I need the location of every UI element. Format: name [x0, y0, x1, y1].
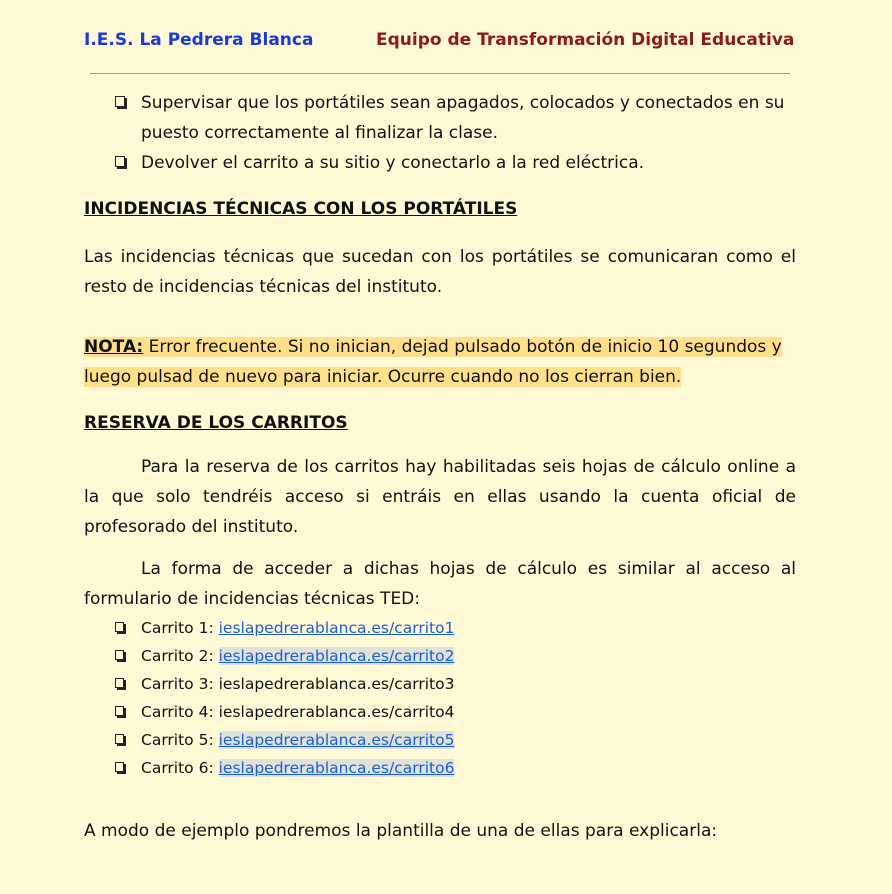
nota-text: Error frecuente. Si no inician, dejad pulsado botón de inicio 10 segundos y luego pulsad de nuevo para iniciar. Ocurre cuando no los cierran bien.	[84, 337, 782, 387]
list-item	[84, 754, 796, 782]
list-item	[84, 726, 796, 754]
carrito-label: Carrito 5:	[141, 731, 219, 749]
ejemplo-paragraph: A modo de ejemplo pondremos la plantilla de una de ellas para explicarla:	[84, 821, 718, 841]
list-item	[84, 642, 796, 670]
carrito-label: Carrito 3:	[141, 675, 219, 693]
carrito-label: Carrito 6:	[141, 759, 219, 777]
carrito-url-text: ieslapedrerablanca.es/carrito4	[218, 703, 455, 721]
list-item-text: Devolver el carrito a su sitio y conectarlo a la red eléctrica.	[141, 153, 645, 173]
list-item	[84, 88, 796, 148]
carritos-list	[84, 614, 796, 782]
carrito-label: Carrito 1:	[141, 619, 219, 637]
carrito-label: Carrito 4:	[141, 703, 219, 721]
reserva-paragraph-2: La forma de acceder a dichas hojas de cálculo es similar al acceso al formulario de incidencias técnicas TED:	[84, 559, 796, 609]
carrito-link[interactable]: ieslapedrerablanca.es/carrito6	[218, 759, 455, 777]
section-title-reserva: RESERVA DE LOS CARRITOS	[84, 413, 348, 433]
nota-paragraph	[84, 332, 796, 392]
checkbox-bullet-icon	[115, 762, 124, 772]
top-checklist	[84, 88, 796, 178]
checkbox-bullet-icon	[115, 706, 124, 716]
checkbox-bullet-icon	[115, 678, 124, 688]
section-title-incidencias: INCIDENCIAS TÉCNICAS CON LOS PORTÁTILES	[84, 199, 518, 219]
carrito-link[interactable]: ieslapedrerablanca.es/carrito5	[218, 731, 455, 749]
checkbox-bullet-icon	[115, 734, 124, 744]
carrito-link[interactable]: ieslapedrerablanca.es/carrito2	[218, 647, 455, 665]
checkbox-bullet-icon	[115, 650, 124, 660]
carrito-link[interactable]: ieslapedrerablanca.es/carrito1	[218, 619, 455, 637]
list-item	[84, 148, 796, 178]
school-name: I.E.S. La Pedrera Blanca	[84, 30, 314, 50]
list-item	[84, 614, 796, 642]
document-body	[84, 88, 796, 846]
checkbox-bullet-icon	[115, 156, 125, 167]
carrito-url-text: ieslapedrerablanca.es/carrito3	[218, 675, 455, 693]
checkbox-bullet-icon	[115, 96, 125, 107]
team-name: Equipo de Transformación Digital Educativa	[376, 30, 795, 50]
reserva-paragraph-1: Para la reserva de los carritos hay habilitadas seis hojas de cálculo online a la que solo tendréis acceso si entráis en ellas usando la cuenta oficial de profesorado del instituto.	[84, 457, 796, 537]
nota-label: NOTA:	[84, 337, 144, 357]
list-item	[84, 698, 796, 726]
carrito-label: Carrito 2:	[141, 647, 219, 665]
list-item-text: Supervisar que los portátiles sean apagados, colocados y conectados en su puesto correctamente al finalizar la clase.	[141, 93, 785, 143]
checkbox-bullet-icon	[115, 622, 124, 632]
header-divider	[90, 73, 790, 74]
nota-highlight	[84, 337, 782, 387]
list-item	[84, 670, 796, 698]
incidencias-paragraph: Las incidencias técnicas que sucedan con los portátiles se comunicaran como el resto de incidencias técnicas del instituto.	[84, 247, 796, 297]
